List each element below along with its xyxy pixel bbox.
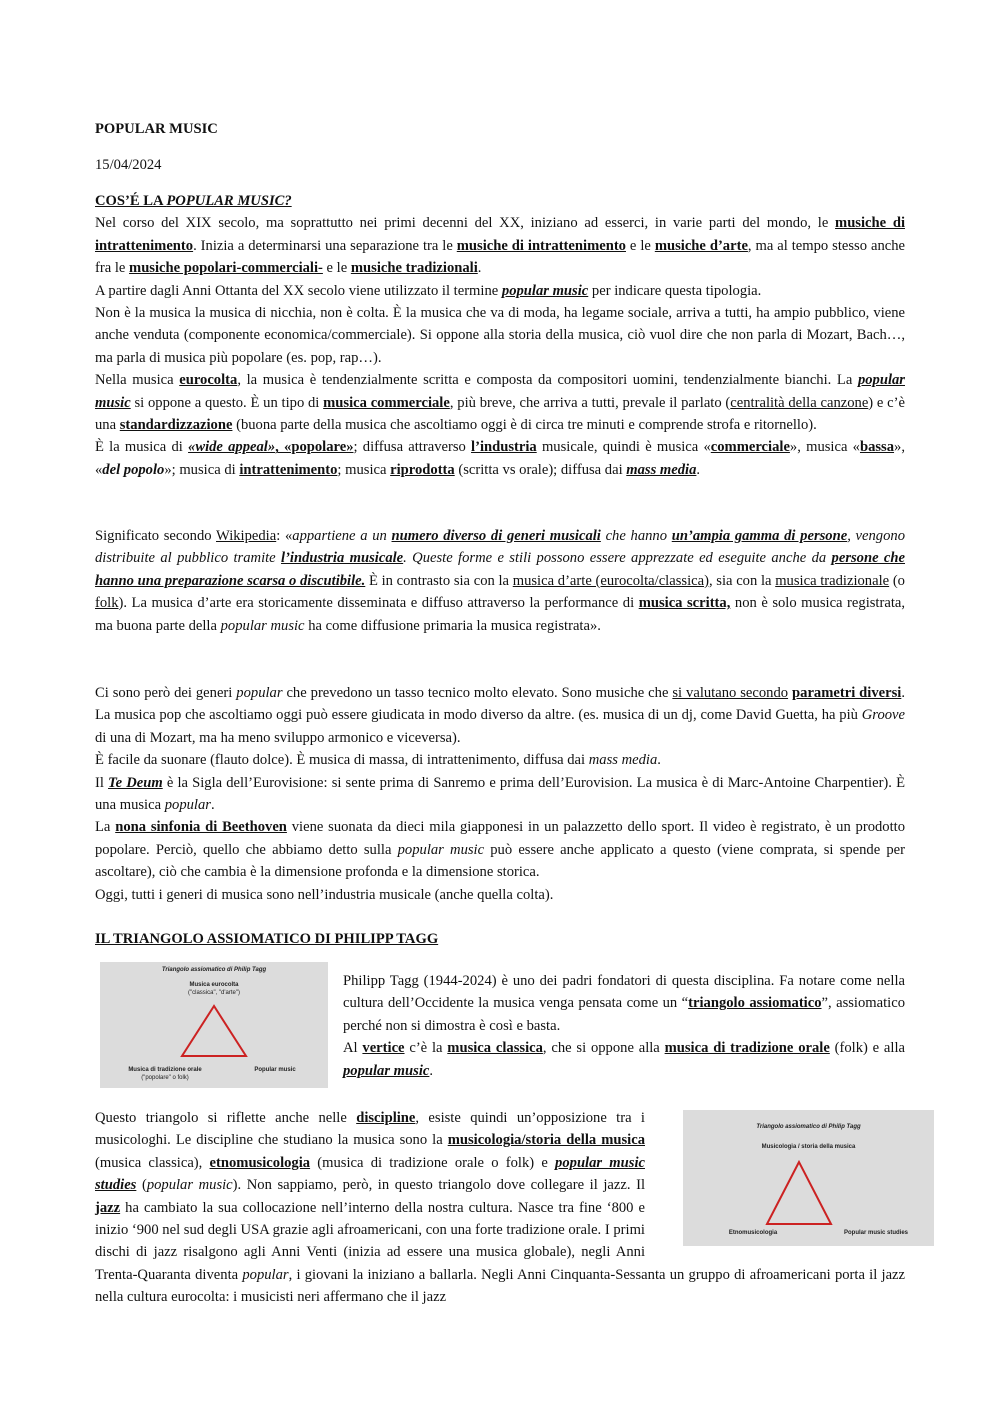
text-run: Nel corso del XIX secolo, ma soprattutto nei primi decenni del XX, iniziano ad esserci, in varie parti del mondo, le [95,215,836,232]
text-run: musica tradizionale [775,572,890,589]
text-run: , sia con la [708,572,776,589]
text-run: (musica classica), [95,1154,210,1171]
text-run: parametri diversi [792,685,902,701]
text-run: l’industria musicale [281,550,404,567]
text-run: musica di tradizione orale [664,1040,830,1057]
document-title: POPULAR MUSIC [95,121,218,137]
text-run: che prevedono un tasso tecnico molto elevato. Sono musiche che [282,685,673,701]
text-run: jazz [95,1199,121,1216]
paragraph: Non è la musica la musica di nicchia, non è colta. È la musica che va di moda, ha legame sociale, arriva a tutti, ha ampio pubblico, viene anche venduta (componente economica/commerciale). Si oppone alla storia della musica, ciò vuol dire che non parla di Mozart, Bach…, ma parla di musica più popolare (es. pop, rap…). [95,305,905,366]
figure-label-right: Popular music studies [843,1230,909,1236]
text-run: vertice [362,1040,405,1057]
text-run: Questo triangolo si riflette anche nelle [95,1110,357,1126]
text-run: popular music [95,372,905,411]
text-run: ) e c’è una [95,394,905,434]
text-run: «wide appeal» [188,439,276,456]
text-run: , vengono distribuite al pubblico tramite [95,528,905,567]
text-run: folk [95,595,119,612]
text-run: (o [889,572,905,589]
figure-label-left-sub: ("popolare" o folk) [141,1075,189,1081]
text-run: POPULAR MUSIC? [166,193,292,209]
text-run: ”, assiomatico perché non si dimostra è così e basta. [343,995,905,1034]
text-run: . Queste forme e stili possono essere apprezzate ed eseguite anche da [403,550,832,567]
text-run: popular music [501,282,589,299]
text-run: », « [95,439,905,478]
text-run: , esiste quindi un’opposizione tra i musicologhi. Le discipline che studiano la musica sono la [95,1110,645,1149]
paragraph [95,772,905,817]
text-run: che hanno [600,528,672,544]
text-run: Il [95,774,109,791]
paragraph [343,970,905,1037]
text-run: Philipp Tagg (1944-2024) è uno dei padri fondatori di questa disciplina. Fa notare come nella cultura dell’Occidente la musica venga pensata come un “ [343,973,905,1012]
paragraph [95,280,905,302]
text-run: appartiene a un [292,528,392,544]
text-run: (buona parte della musica che ascoltiamo oggi è di circa tre minuti e comprende strofa e ritornello). [232,417,817,434]
text-run: nona sinfonia di Beethoven [115,819,287,836]
text-run: musica commerciale [323,394,450,411]
figure-axiomatic-triangle-2 [683,1110,934,1246]
triangle-shape [767,1162,831,1224]
text-run: riprodotta [390,461,455,478]
text-run: È la musica di [95,439,189,456]
text-run: Ci sono però dei generi [95,685,237,701]
figure-title: Triangolo assiomatico di Philip Tagg [161,967,267,973]
paragraph [95,369,905,436]
text-run: (musica di tradizione orale o folk) e [310,1154,556,1171]
text-run: popular [164,797,211,814]
text-run: musicale, quindi è musica « [536,439,711,456]
text-run: (scritta vs orale); diffusa dai [454,461,627,478]
text-run: triangolo assiomatico [688,995,822,1012]
text-run: mass media [588,752,658,769]
text-run: del popolo [102,461,165,478]
text-run: . Inizia a determinarsi una separazione tra le [193,237,457,254]
text-run: , i giovani la iniziano a ballarla. Negli Anni Cinquanta-Sessanta un gruppo di afroamericani porta il jazz nella cultura eurocolta: i musicisti neri affermano che il jazz [95,1266,905,1306]
text-run: per indicare questa tipologia. [588,282,762,299]
text-run: popular music [343,1062,430,1079]
text-run: Groove [861,707,905,724]
text-run: , che si oppone alla [542,1040,665,1057]
text-run: (folk) e alla [829,1040,905,1057]
text-run: . [657,752,661,769]
text-run: musiche tradizionali [350,260,478,277]
text-run: musica d’arte (eurocolta/classica) [512,572,709,589]
text-run: Nella musica [95,372,180,389]
section-heading: IL TRIANGOLO ASSIOMATICO DI PHILIPP TAGG [95,931,439,947]
figure-label-right: Popular music [254,1067,296,1073]
text-run: musicologia/storia della musica [447,1132,645,1149]
section-heading [95,190,905,212]
paragraph [95,525,905,637]
text-run: musica scritta, [638,595,731,612]
text-run: COS’É LA [95,193,167,209]
text-run: c’è la [404,1040,448,1057]
text-run: popular [236,685,283,701]
text-run: », musica « [789,439,860,456]
text-run: »; musica di [164,461,240,478]
figure-label-top-sub: ("classica", "d'arte") [187,990,240,996]
text-run: , «popolare» [275,439,354,456]
text-run: . [429,1062,434,1079]
text-run: ha come diffusione primaria la musica registrata». [304,617,601,634]
text-run: , più breve, che arriva a tutti, prevale il parlato ( [449,394,731,411]
text-run: , la musica è tendenzialmente scritta e composta da compositori uomini, tendenzialmente bianchi. La [237,372,858,389]
text-run: popular [242,1266,289,1283]
triangle-graphic [683,1110,934,1246]
text-run: commerciale [710,439,790,456]
text-run: Al [343,1040,363,1057]
text-run: ( [136,1177,147,1194]
text-run: musiche di intrattenimento [95,215,905,254]
figure-label-left: Etnomusicologia [728,1230,778,1236]
text-run: musiche di intrattenimento [456,237,626,254]
text-run: intrattenimento [239,461,338,478]
text-run: non è solo musica registrata, ma buona parte della [95,595,905,634]
text-run: centralità della canzone [730,394,869,411]
section-tagg-triangle [95,928,905,950]
text-run: . [696,461,701,478]
text-run: etnomusicologia [209,1154,311,1171]
text-run: popular music [220,617,305,634]
text-run: si oppone a questo. È un tipo di [130,394,324,411]
text-run: bassa [859,439,895,456]
section-wikipedia-definition [95,525,905,637]
tagg-intro-text [343,970,905,1082]
figure-axiomatic-triangle-1 [100,962,328,1088]
text-run: ). La musica d’arte era storicamente disseminata e diffuso attraverso la performance di [118,595,639,612]
text-run: un’ampia gamma di persone [671,528,848,544]
text-run: Te Deum [108,774,163,791]
section-popular-genres [95,682,905,906]
paragraph [95,749,905,771]
triangle-shape [182,1006,246,1056]
text-run: musiche d’arte [654,237,748,254]
text-run: ha cambiato la sua collocazione nell’interno della nostra cultura. Nasce tra fine ‘800 e inizio ‘900 nel sud degli USA grazie agli afroamericani, con una forte tradizione orale. I primi dischi di jazz risalgono agli Anni Venti (inizia ad essere una musica globale), negli Anni Trenta-Quaranta diventa [95,1199,645,1283]
figure-title: Triangolo assiomatico di Philip Tagg [756,1124,861,1130]
text-run: A partire dagli Anni Ottanta del XX secolo viene utilizzato il termine [95,282,502,299]
text-run: musica classica [447,1040,543,1057]
paragraph [343,1037,905,1082]
text-run: Wikipedia [216,528,277,544]
text-run: eurocolta [179,372,238,389]
figure-label-left: Musica di tradizione orale [128,1067,202,1073]
section-what-is-popular-music [95,190,905,481]
document-date: 15/04/2024 [95,157,162,173]
text-run: ; diffusa attraverso [353,439,472,456]
text-run: popular music [397,841,485,858]
text-run: . [210,797,215,814]
text-run: discipline [356,1110,416,1126]
text-run: di una di Mozart, ma ha meno sviluppo armonico e viceversa). [95,729,461,746]
text-run: popular music [146,1177,233,1194]
text-run: È in contrasto sia con la [365,572,513,589]
text-run: La [95,819,116,836]
text-run: viene suonata da dieci mila giapponesi in un palazzetto dello sport. Il video è registrato, è un prodotto popolare. Perciò, quello che abbiamo detto sulla [95,819,905,858]
text-run: può essere anche applicato a questo (viene comprata, si spende per ascoltare), ciò che cambia è la dimensione profonda e la dimensione storica. [95,841,905,881]
figure-label-top: Musicologia / storia della musica [761,1144,856,1150]
text-run: È facile da suonare (flauto dolce). È musica di massa, di intrattenimento, diffusa dai [95,752,589,769]
paragraph: Oggi, tutti i generi di musica sono nell’industria musicale (anche quella colta). [95,886,554,903]
text-run: numero diverso di generi musicali [391,528,601,544]
text-run: : « [276,528,293,544]
text-run: popular music studies [95,1154,645,1194]
text-run: l’industria [471,439,537,456]
paragraph [95,212,905,279]
text-run: standardizzazione [119,417,233,434]
text-run: persone che hanno una preparazione scarsa o discutibile. [95,550,905,589]
text-run: si valutano secondo [672,685,789,701]
text-run: , ma al tempo stesso anche fra le [95,237,905,277]
text-run: ). Non sappiamo, però, in questo triangolo dove collegare il jazz. Il [232,1177,646,1194]
text-run: musiche popolari-commerciali- [129,260,323,277]
text-run: mass media [626,461,697,478]
paragraph [95,682,905,749]
paragraph [95,436,905,481]
text-run: Significato secondo [95,528,217,544]
figure-label-top: Musica eurocolta [189,982,239,988]
text-run: ; musica [337,461,391,478]
text-run: e le [625,237,655,254]
paragraph [95,816,905,883]
text-run: e le [322,260,351,277]
text-run: . [477,260,482,277]
text-run: . La musica pop che ascoltiamo oggi può essere giudicata in modo diverso da altre. (es. musica di un dj, come David Guetta, ha più [95,685,905,724]
text-run: è la Sigla dell’Eurovisione: si sente prima di Sanremo e prima dell’Eurovision. La musica è di Marc-Antoine Charpentier). È una musica [95,774,905,814]
